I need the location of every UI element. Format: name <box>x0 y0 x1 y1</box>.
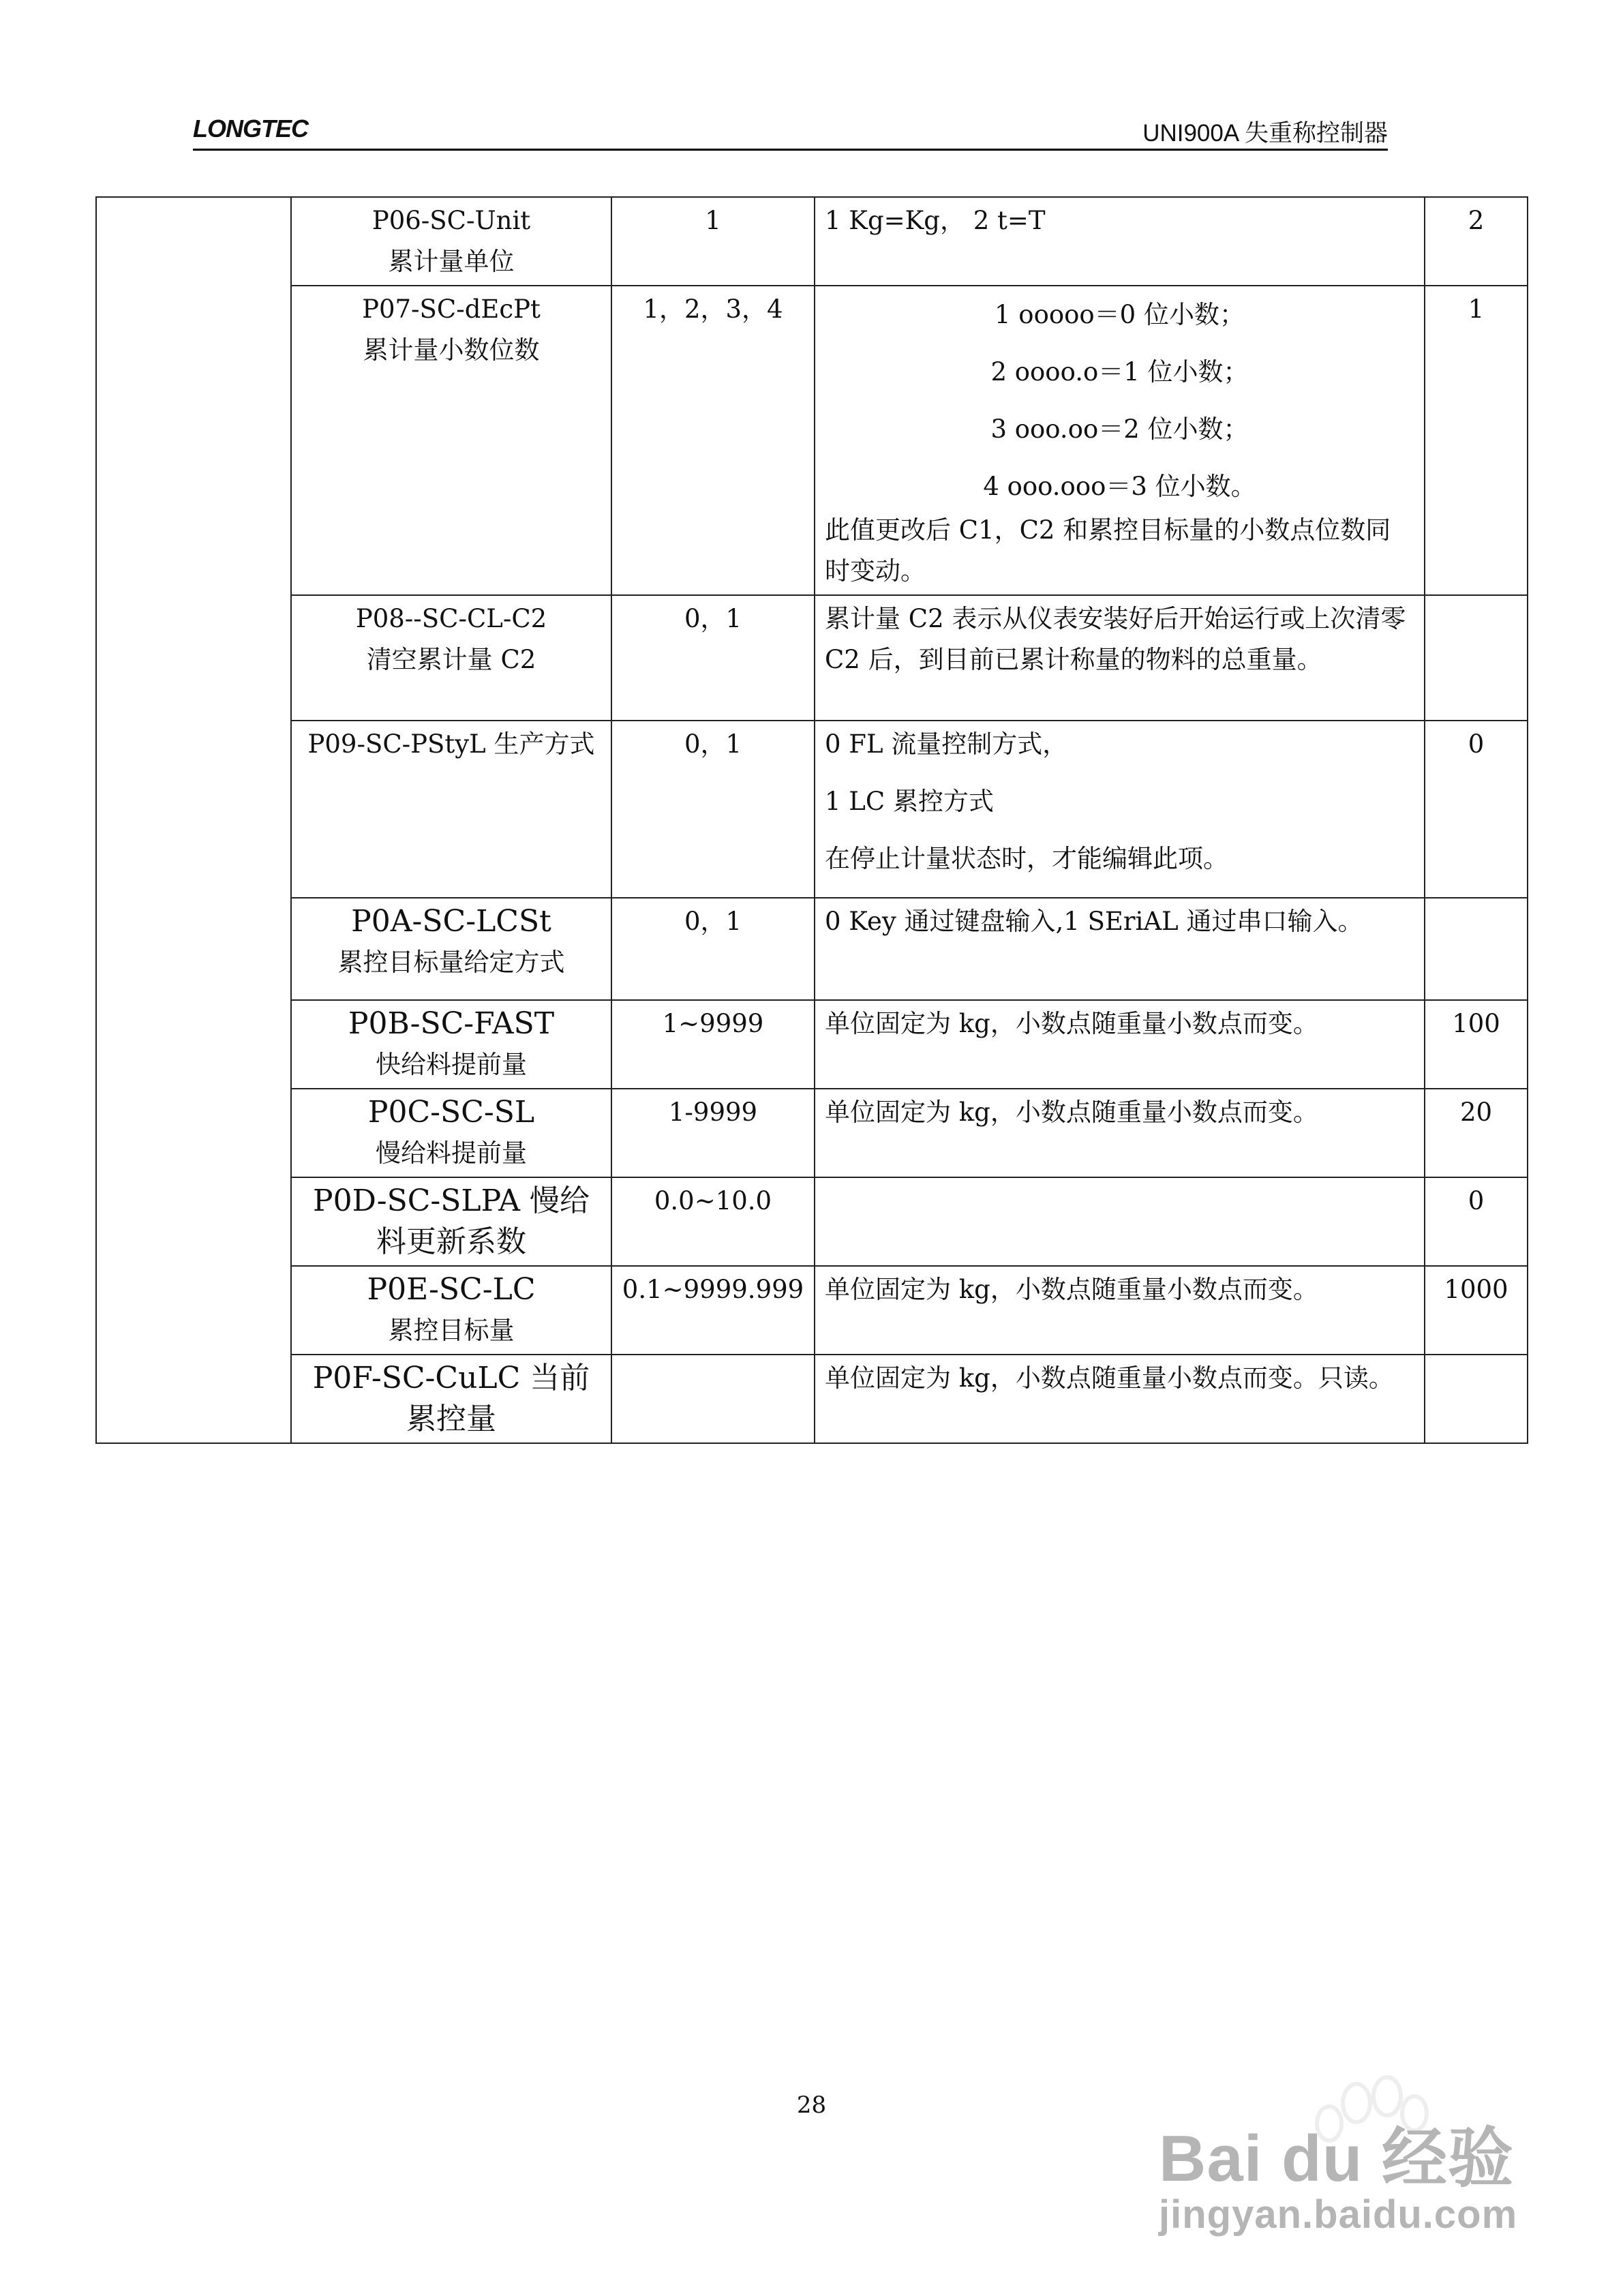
param-desc <box>815 898 1425 1000</box>
param-desc <box>815 721 1425 898</box>
desc-line: 1 Kg=Kg， 2 t=T <box>825 206 1046 235</box>
table-row <box>96 1000 1528 1089</box>
parameter-table <box>95 196 1528 1444</box>
desc-line: 0 FL 流量控制方式， <box>825 729 1068 759</box>
desc-line: 4 ooo.ooo＝3 位小数。 <box>983 472 1256 501</box>
param-range: 1~9999 <box>611 1000 815 1089</box>
param-code: P08--SC-CL-C2 <box>355 604 547 633</box>
table-row <box>96 898 1528 1000</box>
param-code: P0D-SC-SLPA 慢给料更新系数 <box>313 1183 590 1259</box>
param-desc <box>815 1266 1425 1355</box>
desc-line: 0 Key 通过键盘输入,1 SEriAL 通过串口输入。 <box>825 907 1363 936</box>
table-row <box>96 1266 1528 1355</box>
param-code: P07-SC-dEcPt <box>362 294 541 324</box>
header-title: UNI900A 失重称控制器 <box>1142 120 1388 147</box>
desc-line: 2 oooo.o＝1 位小数； <box>990 357 1249 387</box>
param-default: 1 <box>1425 286 1528 595</box>
table-row <box>96 197 1528 286</box>
param-name-cell <box>291 1355 611 1443</box>
param-label: 累计量单位 <box>388 247 515 276</box>
param-desc <box>815 1177 1425 1266</box>
param-range: 1，2，3，4 <box>611 286 815 595</box>
header-rule <box>193 149 1388 151</box>
param-label: 累计量小数位数 <box>363 335 540 365</box>
param-label: 清空累计量 C2 <box>366 645 536 674</box>
desc-line: 1 ooooo＝0 位小数； <box>995 300 1245 329</box>
param-name-cell <box>291 1089 611 1177</box>
header-brand: LONGTEC <box>193 115 308 142</box>
param-label: 累控目标量 <box>388 1316 515 1345</box>
param-code: P0E-SC-LC <box>367 1272 536 1307</box>
param-range: 0.0~10.0 <box>611 1177 815 1266</box>
table-row <box>96 721 1528 898</box>
desc-line: 单位固定为 kg，小数点随重量小数点而变。 <box>825 1009 1318 1038</box>
param-range: 0，1 <box>611 721 815 898</box>
param-default: 100 <box>1425 1000 1528 1089</box>
desc-line: 1 LC 累控方式 <box>825 787 994 816</box>
desc-line: 此值更改后 C1，C2 和累控目标量的小数点位数同时变动。 <box>825 515 1391 586</box>
param-range: 1-9999 <box>611 1089 815 1177</box>
param-desc <box>815 286 1425 595</box>
param-code: P0A-SC-LCSt <box>351 904 551 939</box>
watermark-url: jingyan.baidu.com <box>1159 2192 1518 2237</box>
table-row <box>96 1089 1528 1177</box>
param-name-cell <box>291 286 611 595</box>
param-code: P0B-SC-FAST <box>348 1006 555 1041</box>
param-name-cell <box>291 898 611 1000</box>
table-row <box>96 1355 1528 1443</box>
param-default: 0 <box>1425 1177 1528 1266</box>
param-name-cell <box>291 1177 611 1266</box>
param-range: 1 <box>611 197 815 286</box>
param-default <box>1425 595 1528 721</box>
param-default: 20 <box>1425 1089 1528 1177</box>
param-name-cell <box>291 1266 611 1355</box>
param-label: 快给料提前量 <box>376 1050 527 1079</box>
param-range: 0.1~9999.999 <box>611 1266 815 1355</box>
desc-line: 单位固定为 kg，小数点随重量小数点而变。只读。 <box>825 1363 1394 1393</box>
param-name-cell <box>291 1000 611 1089</box>
param-code: P0F-SC-CuLC 当前累控量 <box>312 1361 590 1436</box>
param-range <box>611 1355 815 1443</box>
param-name-cell <box>291 595 611 721</box>
table-row <box>96 286 1528 595</box>
param-code: P0C-SC-SL <box>367 1095 535 1130</box>
param-code: P06-SC-Unit <box>371 206 531 235</box>
param-desc <box>815 1355 1425 1443</box>
group-cell <box>96 197 291 1443</box>
param-label: 累控目标量给定方式 <box>337 948 565 977</box>
param-default: 1000 <box>1425 1266 1528 1355</box>
param-default <box>1425 1355 1528 1443</box>
param-desc <box>815 197 1425 286</box>
desc-line: 累计量 C2 表示从仪表安装好后开始运行或上次清零 C2 后，到目前已累计称量的物料的总重量。 <box>825 604 1406 674</box>
param-default: 0 <box>1425 721 1528 898</box>
param-desc <box>815 1089 1425 1177</box>
param-default: 2 <box>1425 197 1528 286</box>
param-range: 0，1 <box>611 595 815 721</box>
desc-line: 在停止计量状态时，才能编辑此项。 <box>825 844 1228 873</box>
param-name-cell <box>291 721 611 898</box>
table-row <box>96 595 1528 721</box>
param-desc <box>815 1000 1425 1089</box>
param-code: P09-SC-PStyL 生产方式 <box>307 729 595 759</box>
page-number: 28 <box>796 2091 827 2119</box>
table-row <box>96 1177 1528 1266</box>
watermark-brand: Bai du 经验 <box>1159 2122 1515 2195</box>
param-label: 慢给料提前量 <box>376 1138 527 1168</box>
param-range: 0，1 <box>611 898 815 1000</box>
param-desc <box>815 595 1425 721</box>
desc-line: 单位固定为 kg，小数点随重量小数点而变。 <box>825 1098 1318 1127</box>
desc-line: 单位固定为 kg，小数点随重量小数点而变。 <box>825 1275 1318 1304</box>
param-default <box>1425 898 1528 1000</box>
param-name-cell <box>291 197 611 286</box>
desc-line: 3 ooo.oo＝2 位小数； <box>990 414 1249 444</box>
